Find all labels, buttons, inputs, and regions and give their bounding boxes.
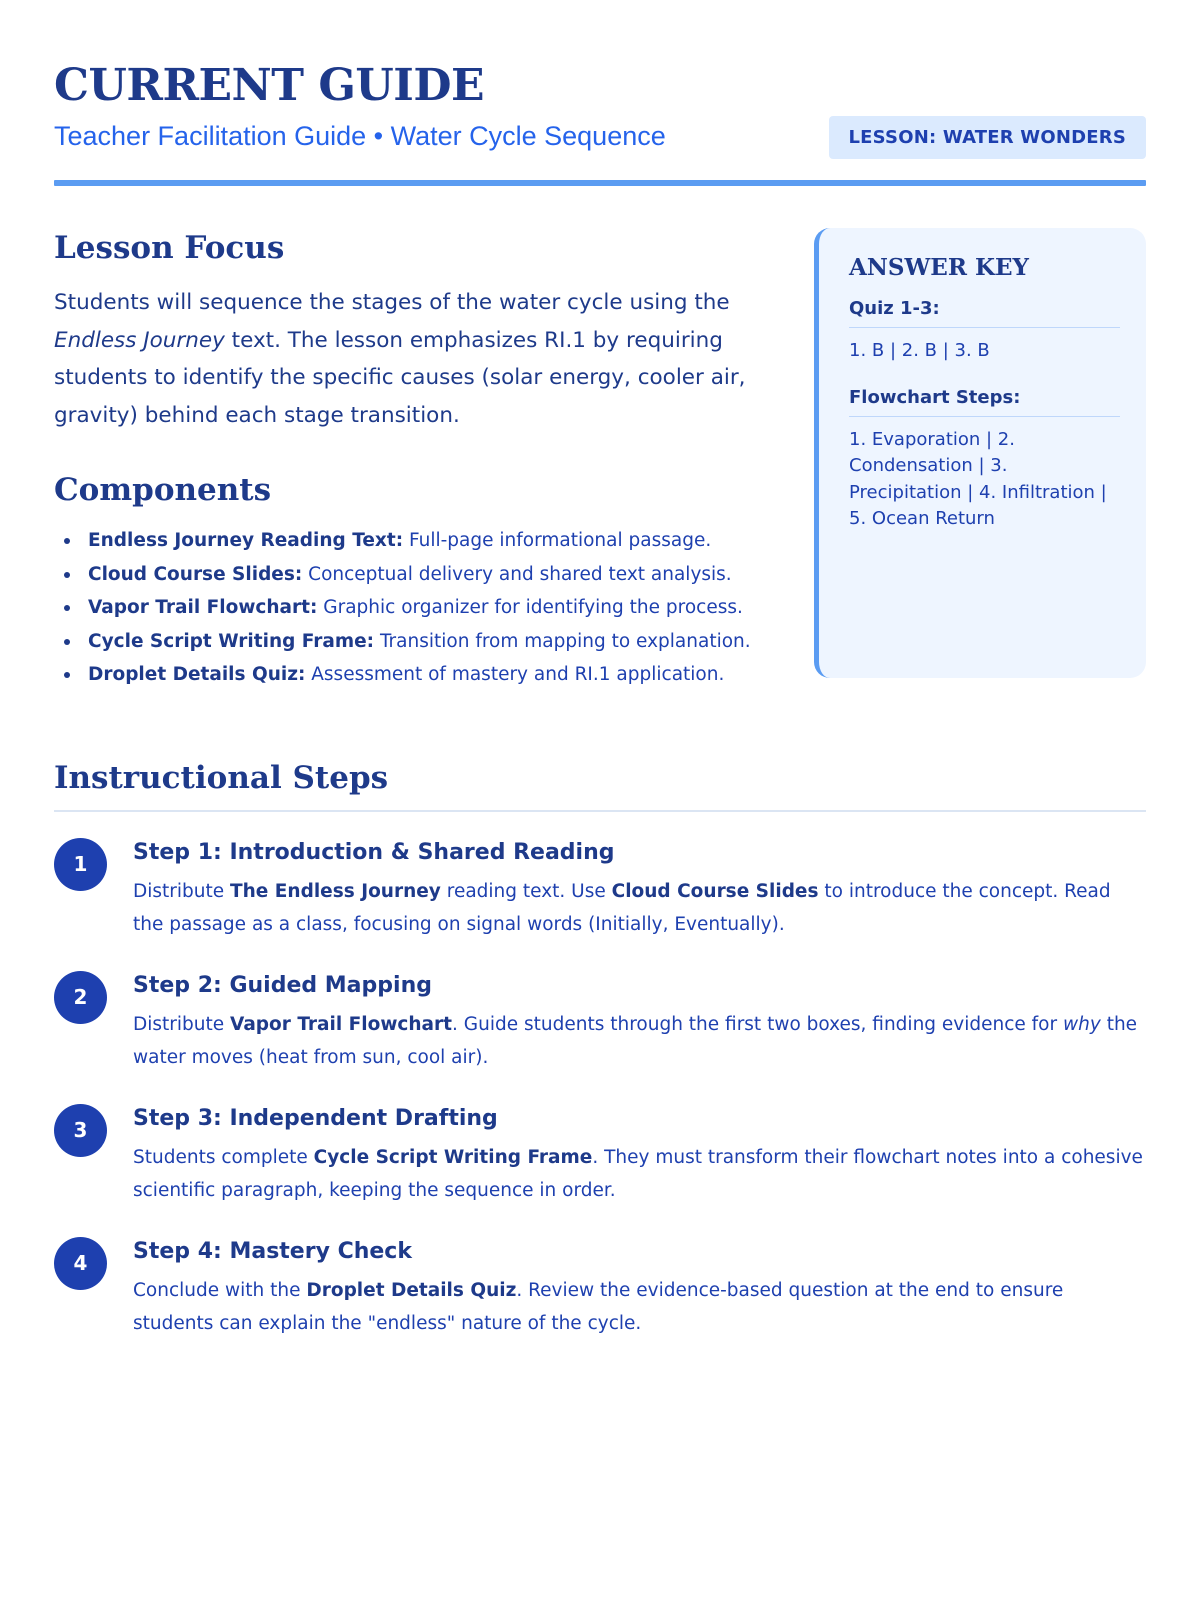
step-title: Step 3: Independent Drafting: [133, 1105, 498, 1131]
lesson-focus-text-start: Students will sequence the stages of the water cycle using the: [54, 290, 730, 315]
components-heading: Components: [54, 472, 272, 508]
component-description: Full-page informational passage.: [403, 530, 712, 551]
component-item: [54, 658, 754, 692]
quiz-answers-value: 1. B | 2. B | 3. B: [849, 340, 990, 361]
step-item: [54, 1237, 1146, 1340]
step-description: [133, 1141, 1146, 1207]
steps-divider: [54, 810, 1146, 812]
step-text: to introduce the concept. Read the passage as a class, focusing on signal words (Initially, Eventually).: [133, 880, 1111, 935]
top-section: [54, 228, 1146, 758]
step-text: the water moves (heat from sun, cool air).: [133, 1013, 1138, 1068]
lesson-focus-text: [54, 284, 754, 434]
step-text: Distribute: [133, 880, 231, 902]
step-number-badge: 3: [54, 1104, 107, 1157]
step-emphasis: why: [1063, 1013, 1101, 1035]
step-text: Students complete: [133, 1146, 314, 1168]
component-name: Droplet Details Quiz:: [88, 664, 306, 685]
step-text: Distribute: [133, 1013, 231, 1035]
component-name: Vapor Trail Flowchart:: [88, 597, 318, 618]
component-name: Cloud Course Slides:: [88, 563, 303, 585]
page-subtitle: Teacher Facilitation Guide • Water Cycle Sequence: [54, 121, 666, 151]
component-item: [54, 625, 754, 659]
component-description: Transition from mapping to explanation.: [374, 630, 751, 652]
step-description: [133, 875, 1146, 941]
answer-key-panel: [814, 228, 1146, 678]
component-name: Cycle Script Writing Frame:: [88, 630, 375, 652]
step-item: [54, 971, 1146, 1074]
instructional-steps-heading: Instructional Steps: [54, 760, 389, 796]
page-header: [54, 60, 1146, 180]
step-title: Step 2: Guided Mapping: [133, 972, 432, 998]
step-resource-name: Cloud Course Slides: [611, 880, 819, 902]
step-description: [133, 1274, 1146, 1340]
header-divider: [54, 180, 1146, 186]
lesson-focus-heading: Lesson Focus: [54, 230, 285, 266]
flowchart-steps-label: Flowchart Steps:: [849, 387, 1120, 417]
components-list: [54, 524, 754, 692]
component-description: Conceptual delivery and shared text analysis.: [302, 563, 732, 585]
component-item: [54, 558, 754, 592]
component-description: Assessment of mastery and RI.1 application.: [305, 664, 725, 685]
step-resource-name: Droplet Details Quiz: [306, 1279, 517, 1301]
step-title: Step 4: Mastery Check: [133, 1238, 412, 1264]
step-text: . Guide students through the first two boxes, finding evidence for: [452, 1013, 1063, 1035]
component-description: Graphic organizer for identifying the process.: [317, 597, 743, 618]
step-text: . They must transform their flowchart notes into a cohesive scientific paragraph, keeping the sequence in order.: [133, 1146, 1143, 1201]
step-resource-name: Vapor Trail Flowchart: [230, 1013, 453, 1035]
step-text: reading text. Use: [440, 880, 612, 902]
step-resource-name: Cycle Script Writing Frame: [313, 1146, 593, 1168]
flowchart-steps-value: 1. Evaporation | 2. Condensation | 3. Precipitation | 4. Infiltration | 5. Ocean Return: [849, 428, 1107, 529]
step-number-badge: 2: [54, 971, 107, 1024]
step-number-badge: 4: [54, 1237, 107, 1290]
step-title: Step 1: Introduction & Shared Reading: [133, 839, 615, 865]
step-item: [54, 1104, 1146, 1207]
step-number-badge: 1: [54, 838, 107, 891]
step-resource-name: The Endless Journey: [230, 880, 441, 902]
quiz-answers-label: Quiz 1-3:: [849, 298, 1120, 328]
page-title: CURRENT GUIDE: [54, 60, 485, 111]
left-column: [54, 228, 754, 692]
lesson-focus-text-title: Endless Journey: [54, 327, 225, 353]
step-text: Conclude with the: [133, 1279, 307, 1301]
answer-key-title: ANSWER KEY: [849, 254, 1029, 281]
component-name: Endless Journey Reading Text:: [88, 530, 404, 551]
step-description: [133, 1008, 1146, 1074]
step-item: [54, 838, 1146, 941]
step-text: . Review the evidence-based question at the end to ensure students can explain the "endless" nature of the cycle.: [133, 1279, 1064, 1334]
lesson-focus-text-end: text. The lesson emphasizes RI.1 by requiring students to identify the specific causes (solar energy, cooler air, gravity) behind each stage transition.: [54, 327, 746, 428]
steps-list: [54, 838, 1146, 1340]
component-item: [54, 591, 754, 625]
lesson-badge: LESSON: WATER WONDERS: [829, 116, 1146, 159]
component-item: [54, 524, 754, 558]
